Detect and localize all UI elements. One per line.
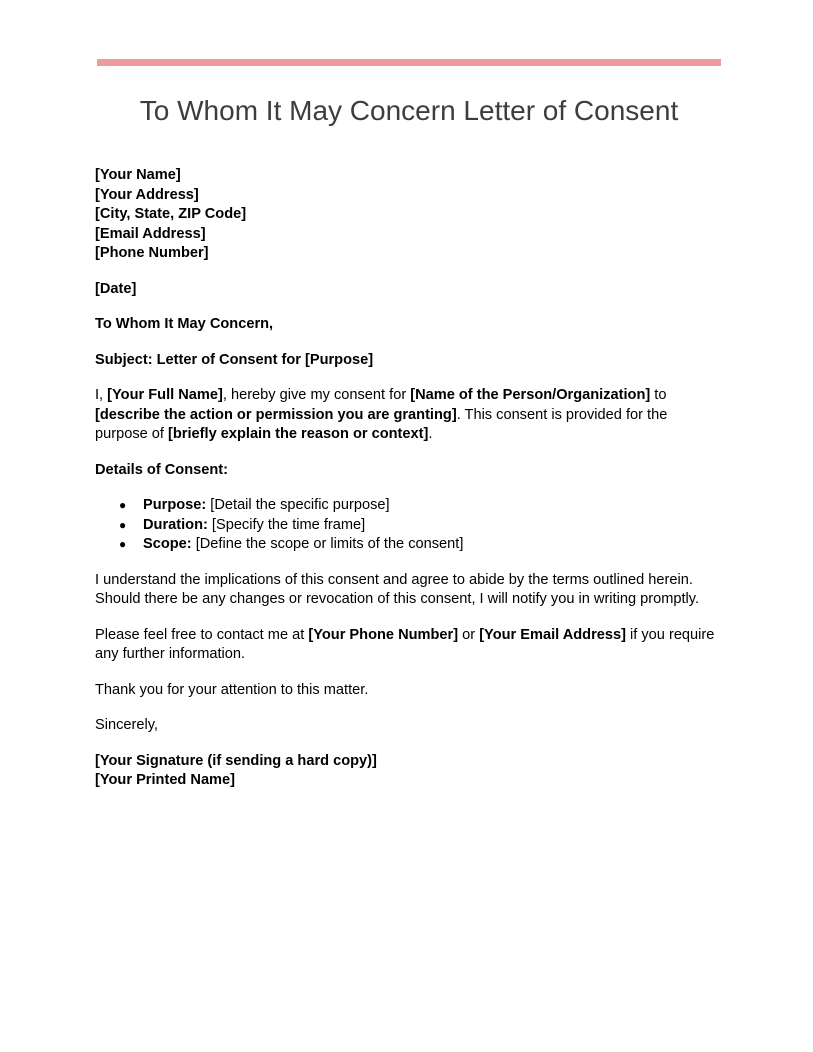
contact-paragraph <box>95 626 721 665</box>
text-segment: purpose of <box>95 426 169 442</box>
list-item <box>95 535 721 555</box>
printed-name-placeholder: [Your Printed Name] <box>95 772 236 788</box>
detail-label: Purpose: <box>143 497 207 513</box>
list-item <box>95 516 721 536</box>
placeholder-action: [describe the action or permission you are granting] <box>95 406 457 423</box>
bullet-icon: ● <box>119 498 127 512</box>
consent-paragraph <box>95 386 721 445</box>
details-heading: Details of Consent: <box>95 461 228 478</box>
placeholder-full-name: [Your Full Name] <box>107 387 223 403</box>
accent-rule <box>97 59 721 66</box>
detail-text: [Detail the specific purpose] <box>206 497 390 513</box>
thanks-line: Thank you for your attention to this matter. <box>95 681 369 698</box>
sender-name: [Your Name] <box>95 167 181 183</box>
text-line: any further information. <box>95 646 246 662</box>
placeholder-email: [Your Email Address] <box>479 626 626 643</box>
details-list <box>95 496 721 555</box>
placeholder-reason: [briefly explain the reason or context] <box>168 426 429 442</box>
placeholder-phone: [Your Phone Number] <box>308 626 459 643</box>
placeholder-organization: [Name of the Person/Organization] <box>410 387 651 403</box>
sender-block <box>95 166 721 264</box>
sender-phone: [Phone Number] <box>95 245 209 261</box>
detail-label: Duration: <box>143 516 208 533</box>
text-segment: to <box>650 387 667 403</box>
text-line: I understand the implications of this consent and agree to abide by the terms outlined herein. <box>95 571 693 588</box>
detail-label: Scope: <box>143 536 192 552</box>
text-segment: , hereby give my consent for <box>222 387 411 403</box>
list-item <box>95 496 721 516</box>
bullet-icon: ● <box>119 537 127 551</box>
detail-text: [Define the scope or limits of the consent] <box>191 536 464 552</box>
text-segment: or <box>458 626 480 643</box>
signature-placeholder: [Your Signature (if sending a hard copy)] <box>95 752 377 769</box>
sender-city: [City, State, ZIP Code] <box>95 206 247 222</box>
detail-text: [Specify the time frame] <box>207 516 366 533</box>
page-title: To Whom It May Concern Letter of Consent <box>139 95 679 126</box>
letter-date: [Date] <box>95 280 137 297</box>
text-segment: . <box>428 426 433 442</box>
text-segment: I, <box>95 387 108 403</box>
text-segment: Please feel free to contact me at <box>95 626 309 643</box>
text-segment: . This consent is provided for the <box>456 406 668 423</box>
sender-address: [Your Address] <box>95 186 199 203</box>
sender-email: [Email Address] <box>95 225 206 242</box>
text-segment: if you require <box>625 626 715 643</box>
text-line: Should there be any changes or revocation of this consent, I will notify you in writing promptly. <box>95 591 700 607</box>
signature-block <box>95 752 721 791</box>
understanding-paragraph <box>95 571 721 610</box>
subject-line: Subject: Letter of Consent for [Purpose] <box>95 351 374 368</box>
salutation: To Whom It May Concern, <box>95 316 274 332</box>
closing-line: Sincerely, <box>95 717 158 733</box>
letter-body <box>95 166 721 791</box>
bullet-icon: ● <box>119 517 127 532</box>
